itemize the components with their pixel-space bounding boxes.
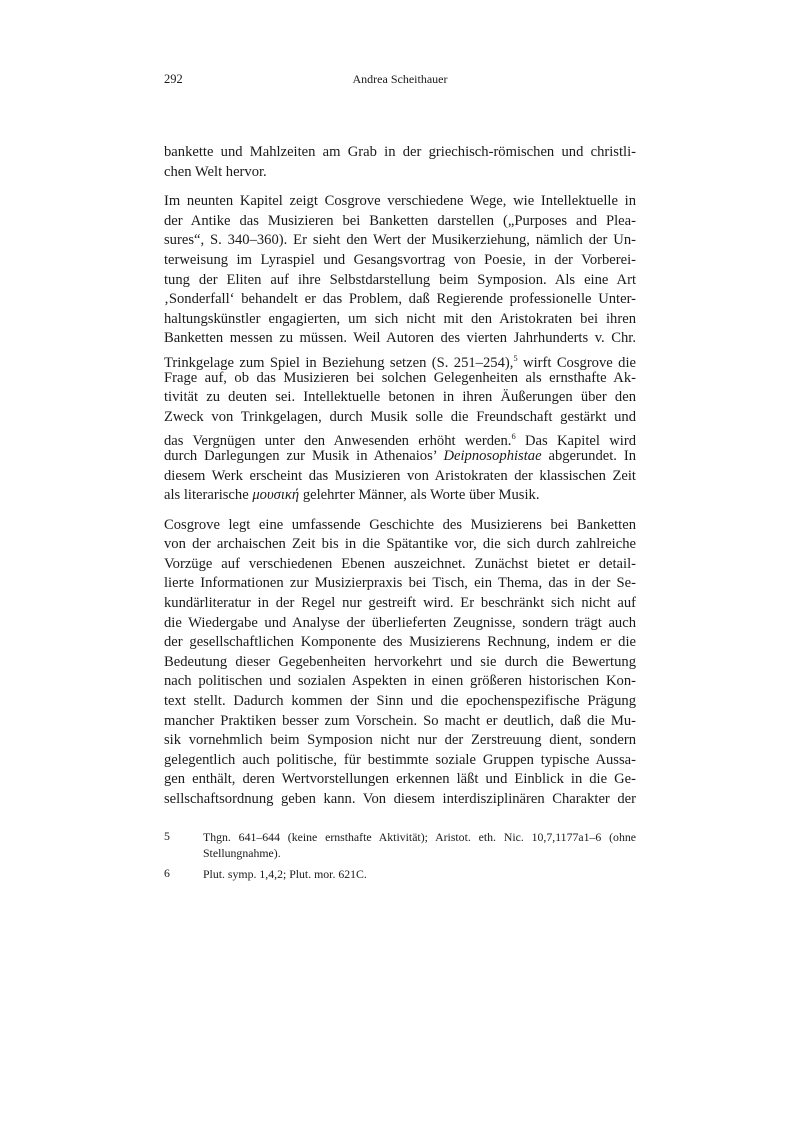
text-line: sellschaftsordnung geben kann. Von diesem interdisziplinären Charakter der <box>164 791 636 807</box>
text-segment: als literarische <box>164 487 253 504</box>
text-segment: das Vergnügen unter den Anwesenden erhöht werden. <box>164 433 512 450</box>
text-line: kundärliteratur in der Regel nur gestreift wird. Er beschränkt sich nicht auf <box>164 595 636 612</box>
running-head: Andrea Scheithauer <box>352 72 448 86</box>
paragraph <box>164 192 636 506</box>
text-line: haltungskünstler engagierten, um sich nicht mit den Aristokraten bei ihren <box>164 310 636 327</box>
text-line: der gesellschaftlichen Komponente des Musizierens Rechnung, indem er die <box>164 634 636 651</box>
text-line: chen Welt hervor. <box>164 163 267 180</box>
text-line: von der archaischen Zeit bis in die Spätantike vor, die sich durch zahlreiche <box>164 536 636 553</box>
page-header <box>164 72 636 90</box>
italic-text: Deipnosophistae <box>443 447 542 464</box>
footnote-number: 6 <box>164 866 170 880</box>
text-segment: abgerundet. In <box>541 447 637 464</box>
text-line: terweisung im Lyraspiel und Gesangsvortrag von Poesie, in der Vorberei- <box>164 251 636 268</box>
text-segment: gelehrter Männer, als Worte über Musik. <box>299 487 540 504</box>
footnote-line: Stellungnahme). <box>203 846 281 860</box>
body-text <box>164 143 636 820</box>
text-line: nach politischen und sozialen Aspekten in einen größeren historischen Kon- <box>164 673 636 690</box>
text-line <box>164 486 636 506</box>
footnote-line: Plut. symp. 1,4,2; Plut. mor. 621C. <box>203 867 367 881</box>
text-line <box>164 427 636 450</box>
text-line: Cosgrove legt eine umfassende Geschichte des Musizierens bei Banketten <box>164 516 636 533</box>
page-number: 292 <box>164 72 183 86</box>
text-line: der Antike das Musizieren bei Banketten darstellen („Purposes and Plea- <box>164 212 636 229</box>
text-line <box>164 447 636 467</box>
italic-text: μουσική <box>252 487 300 504</box>
footnote-ref: 6 <box>511 431 516 442</box>
footnote <box>164 829 636 861</box>
text-line: sik vornehmlich beim Symposion nicht nur der Zerstreuung dient, sondern <box>164 732 636 749</box>
text-segment: Das Kapitel wird <box>515 433 636 450</box>
text-line: Zweck von Trinkgelagen, durch Musik solle die Freundschaft gestärkt und <box>164 408 636 425</box>
footnote-text <box>203 829 636 861</box>
paragraph <box>164 516 636 810</box>
paragraph <box>164 143 636 182</box>
footnote-number: 5 <box>164 829 170 843</box>
text-line: Vorzüge auf verschiedenen Ebenen auszeichnet. Zunächst bietet er detail- <box>164 555 636 572</box>
text-line: Im neunten Kapitel zeigt Cosgrove verschiedene Wege, wie Intellektuelle in <box>164 193 636 210</box>
text-segment: Trinkgelage zum Spiel in Beziehung setzen (S. 251–254), <box>164 354 514 371</box>
text-line: die Wiedergabe und Analyse der überlieferten Zeugnisse, sondern trägt auch <box>164 614 636 631</box>
text-line: text stellt. Dadurch kommen der Sinn und die epochenspezifische Prägung <box>164 693 636 710</box>
text-segment: wirft Cosgrove die <box>517 354 636 371</box>
text-line: gelegentlich auch politische, für bestimmte soziale Gruppen typische Aussa- <box>164 751 636 768</box>
footnotes <box>164 829 636 887</box>
text-segment: durch Darlegungen zur Musik in Athenaios’ <box>164 447 444 464</box>
text-line: bankette und Mahlzeiten am Grab in der griechisch-römischen und christli- <box>164 144 636 160</box>
footnote-line: Thgn. 641–644 (keine ernsthafte Aktivität); Aristot. eth. Nic. 10,7,1177a1–6 (ohne <box>203 830 636 844</box>
text-line: tung der Eliten auf ihre Selbstdarstellung beim Symposion. Als eine Art <box>164 271 636 288</box>
text-line: ‚Sonderfall‘ behandelt er das Problem, daß Regierende professionelle Unter- <box>164 291 636 308</box>
footnote-text <box>203 866 636 882</box>
text-line: mancher Praktiken besser zum Vorschein. So macht er deutlich, daß die Mu- <box>164 712 636 729</box>
text-line: Banketten messen zu müssen. Weil Autoren des vierten Jahrhunderts v. Chr. <box>164 330 636 347</box>
text-line: gen enthält, deren Wertvorstellungen erkennen läßt und Einblick in die Ge- <box>164 771 636 788</box>
text-line: tivität zu deuten sei. Intellektuelle betonen in ihren Äußerungen über den <box>164 389 636 406</box>
text-line: Bedeutung dieser Gegebenheiten hervorkehrt und sie durch die Bewertung <box>164 653 636 670</box>
text-line: sures“, S. 340–360). Er sieht den Wert der Musikerziehung, nämlich der Un- <box>164 232 636 249</box>
text-line: lierte Informationen zur Musizierpraxis bei Tisch, ein Thema, das in der Se- <box>164 575 636 592</box>
text-line: Frage auf, ob das Musizieren bei solchen Gelegenheiten als ernsthafte Ak- <box>164 369 636 386</box>
text-line: diesem Werk erscheint das Musizieren von Aristokraten der klassischen Zeit <box>164 467 636 484</box>
text-line <box>164 349 636 369</box>
footnote <box>164 866 636 882</box>
footnote-ref: 5 <box>513 352 518 363</box>
